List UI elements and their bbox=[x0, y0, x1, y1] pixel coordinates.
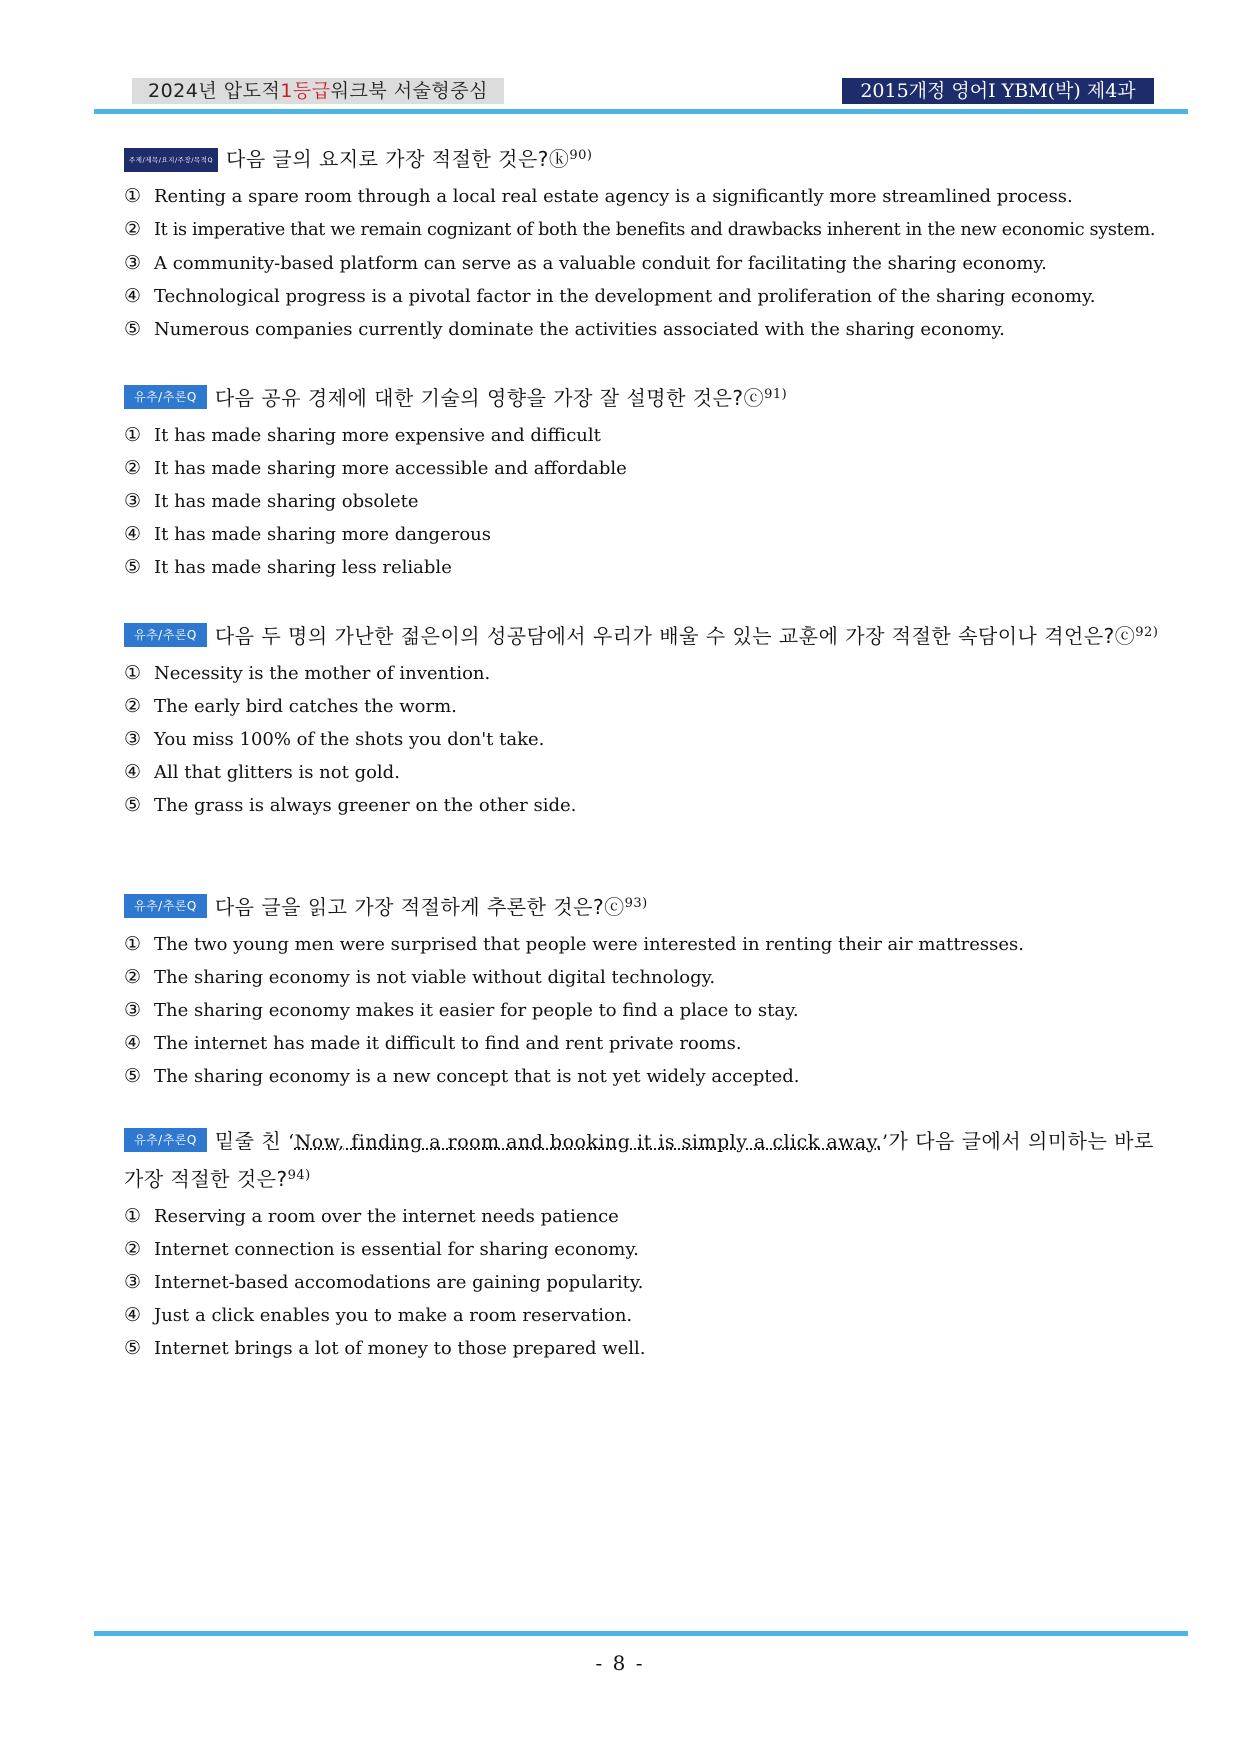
answer-option[interactable]: ④ Technological progress is a pivotal factor in the development and proliferation of the sharing economy. bbox=[124, 285, 1096, 307]
difficulty-code: ⓒ bbox=[743, 386, 765, 410]
answer-option[interactable]: ② Internet connection is essential for sharing economy. bbox=[124, 1238, 639, 1260]
footnote-ref: 91) bbox=[764, 387, 788, 402]
answer-option[interactable]: ④ All that glitters is not gold. bbox=[124, 761, 400, 783]
answer-option[interactable]: ④ Just a click enables you to make a room reservation. bbox=[124, 1304, 633, 1326]
answer-option[interactable]: ③ It has made sharing obsolete bbox=[124, 490, 419, 512]
answer-option[interactable]: ② The sharing economy is not viable without digital technology. bbox=[124, 966, 716, 988]
answer-option[interactable]: ⑤ Numerous companies currently dominate the activities associated with the sharing economy. bbox=[124, 318, 1005, 340]
answer-option[interactable]: ⑤ Internet brings a lot of money to those prepared well. bbox=[124, 1337, 646, 1359]
answer-option[interactable]: ⑤ The sharing economy is a new concept that is not yet widely accepted. bbox=[124, 1065, 800, 1087]
footnote-ref: 90) bbox=[569, 148, 593, 163]
answer-option[interactable]: ② It has made sharing more accessible and affordable bbox=[124, 457, 627, 479]
workbook-title: 2024년 압도적1등급워크북 서술형중심 bbox=[132, 78, 504, 104]
answer-options bbox=[124, 180, 1166, 346]
answer-options bbox=[124, 419, 1166, 584]
answer-option[interactable]: ④ It has made sharing more dangerous bbox=[124, 523, 491, 545]
footnote-ref: 94) bbox=[287, 1168, 311, 1183]
answer-option[interactable]: ② It is imperative that we remain cognizant of both the benefits and drawbacks inherent in the new economic system. bbox=[124, 218, 1156, 240]
difficulty-code: ⓚ bbox=[548, 147, 570, 171]
question-94 bbox=[124, 1125, 1166, 1365]
question-90 bbox=[124, 139, 1166, 346]
answer-option[interactable]: ① Necessity is the mother of invention. bbox=[124, 662, 491, 684]
answer-option[interactable]: ① It has made sharing more expensive and difficult bbox=[124, 424, 601, 446]
answer-option[interactable]: ② The early bird catches the worm. bbox=[124, 695, 457, 717]
answer-option[interactable]: ⑤ It has made sharing less reliable bbox=[124, 556, 452, 578]
course-title: 2015개정 영어Ⅰ YBM(박) 제4과 bbox=[842, 78, 1154, 104]
difficulty-code: ⓒ bbox=[604, 895, 625, 919]
underlined-quote: ‘Now, finding a room and booking it is simply a click away.’ bbox=[288, 1131, 889, 1153]
answer-option[interactable]: ③ A community-based platform can serve as a valuable conduit for facilitating the sharing economy. bbox=[124, 252, 1047, 274]
answer-option[interactable]: ① Reserving a room over the internet needs patience bbox=[124, 1205, 619, 1227]
question-type-tag: 주제/제목/요지/주장/목적Q bbox=[124, 148, 218, 172]
answer-option[interactable]: ⑤ The grass is always greener on the other side. bbox=[124, 794, 577, 816]
answer-options bbox=[124, 928, 1166, 1093]
difficulty-code: ⓒ bbox=[1114, 624, 1136, 648]
question-92 bbox=[124, 616, 1166, 822]
question-91 bbox=[124, 378, 1166, 584]
answer-option[interactable]: ④ The internet has made it difficult to find and rent private rooms. bbox=[124, 1032, 742, 1054]
question-type-tag: 유추/추론Q bbox=[124, 1128, 207, 1152]
answer-option[interactable]: ③ You miss 100% of the shots you don't take. bbox=[124, 728, 545, 750]
answer-option[interactable]: ③ The sharing economy makes it easier for people to find a place to stay. bbox=[124, 999, 799, 1021]
question-type-tag: 유추/추론Q bbox=[124, 385, 207, 409]
workbook-title-highlight: 1등급 bbox=[280, 80, 331, 102]
question-93 bbox=[124, 887, 1166, 1093]
question-prompt: 유추/추론Q 다음 공유 경제에 대한 기술의 영향을 가장 잘 설명한 것은?ⓒ$^{91)}$ bbox=[124, 378, 1166, 415]
question-type-tag: 유추/추론Q bbox=[124, 623, 207, 647]
footnote-ref: 93) bbox=[624, 896, 648, 911]
answer-options bbox=[124, 657, 1166, 822]
page-number: - 8 - bbox=[595, 1651, 645, 1675]
footnote-ref: 92) bbox=[1135, 625, 1159, 640]
question-prompt: 주제/제목/요지/주장/목적Q 다음 글의 요지로 가장 적절한 것은?ⓚ$^{90)}$ bbox=[124, 139, 1166, 176]
answer-option[interactable]: ③ Internet-based accomodations are gaining popularity. bbox=[124, 1271, 644, 1293]
question-type-tag: 유추/추론Q bbox=[124, 894, 207, 918]
answer-options bbox=[124, 1200, 1166, 1365]
question-prompt: 유추/추론Q 다음 두 명의 가난한 젊은이의 성공담에서 우리가 배울 수 있는 교훈에 가장 적절한 속담이나 격언은?ⓒ$^{92)}$ bbox=[124, 616, 1166, 653]
footer-rule bbox=[94, 1631, 1188, 1636]
answer-option[interactable]: ① The two young men were surprised that people were interested in renting their air mattresses. bbox=[124, 933, 1024, 955]
question-prompt: 유추/추론Q 밑줄 친 ‘Now, finding a room and booking it is simply a click away.’가 다음 글에서 의미하는 바로 가장 적절한 것은?$^{94)}$ bbox=[124, 1129, 1154, 1191]
answer-option[interactable]: ① Renting a spare room through a local real estate agency is a significantly more streamlined process. bbox=[124, 185, 1073, 207]
header-rule bbox=[94, 109, 1188, 114]
question-prompt: 유추/추론Q 다음 글을 읽고 가장 적절하게 추론한 것은?ⓒ$^{93)}$ bbox=[124, 887, 1166, 924]
